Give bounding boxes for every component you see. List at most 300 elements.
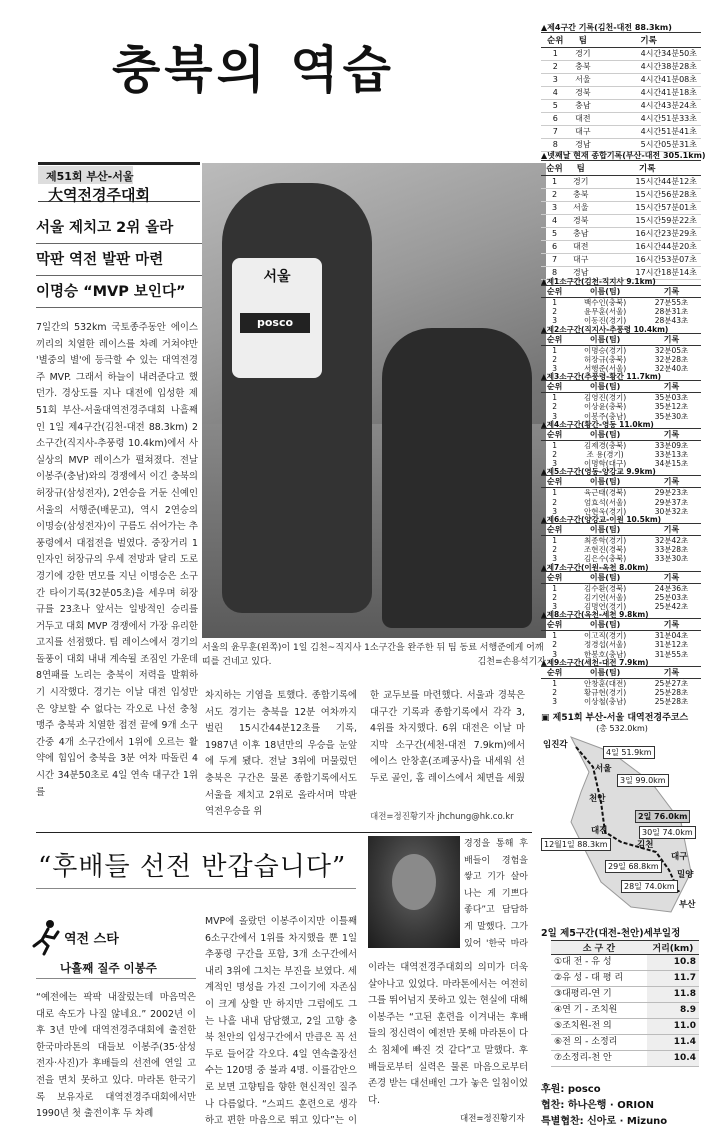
subsection-cell: 25분27초 [654, 678, 689, 688]
stage4-header [541, 33, 701, 48]
subsection-title: ▲제5소구간(영동-양강교 9.9km) [541, 467, 656, 477]
subsection-cell: 엄효석(서울) [584, 497, 627, 507]
special-label: 특별협찬: [541, 1116, 584, 1127]
subsection-cell: 24분36초 [654, 583, 689, 593]
schedule-distance: 11.0 [647, 1019, 699, 1035]
subsection-cell: 조현진(경북) [584, 545, 627, 555]
subsection-cell: 35분12초 [654, 402, 689, 412]
subsection-cell: 33분13초 [654, 450, 689, 459]
subsection-cell: 32분05초 [654, 345, 689, 355]
subsection-cell: 33분09초 [654, 440, 689, 450]
subsection-row [541, 440, 701, 450]
stage4-row [541, 74, 701, 87]
subsection-cell: 2 [552, 640, 557, 650]
subsection-header [541, 286, 701, 298]
stage4-cell: 4시간34분50초 [596, 48, 701, 61]
subsection-cell: 28분43초 [654, 316, 689, 326]
subhead-3: 이명승 “MVP 보인다” [36, 280, 206, 308]
stage4-table [541, 32, 701, 152]
subsection-header-cell: 기록 [642, 428, 701, 440]
schedule-segment: ④연 기 - 조치원 [551, 1003, 647, 1019]
runner-icon [28, 916, 68, 956]
subsection-cell: 2 [552, 688, 557, 697]
subsection-header-cell: 이름(팀) [568, 666, 642, 678]
subsection-row [541, 631, 701, 641]
leg-day3: 3일 99.0km [617, 774, 669, 787]
schedule-header-cell: 거리(km) [647, 941, 699, 955]
overall-cell: 경북 [568, 215, 593, 228]
event-line2: 大역전경주대회 [48, 186, 150, 204]
leg-dec1: 12월1일 88.3km [541, 838, 611, 851]
stage4-header-cell: 순위 [541, 33, 569, 48]
stage4-row [541, 87, 701, 100]
stage4-cell: 4시간51분33초 [596, 113, 701, 126]
event-line1: 제51회 부산-서울 [38, 166, 133, 184]
city-seoul: 서울 [595, 764, 612, 774]
schedule-segment: ②유 성 - 대 평 리 [551, 971, 647, 987]
subsection-table [541, 285, 701, 326]
schedule-row [551, 1003, 699, 1019]
overall-cell: 경기 [568, 176, 593, 189]
overall-cell: 2 [541, 189, 568, 202]
caption-credit: 김천=손용석기자 [477, 657, 546, 667]
subsection-title: ▲제1소구간(김천-직지사 9.1km) [541, 277, 656, 286]
stage4-cell: 4시간38분28초 [596, 61, 701, 74]
stage4-cell: 충남 [569, 100, 596, 113]
leg-day2: 2일 76.0km [635, 810, 690, 823]
city-daejeon: 대전 [591, 826, 608, 836]
subsection-row [541, 402, 701, 411]
subsection-cell: 1 [552, 488, 557, 498]
special-name: 신아로 · Mizuno [587, 1116, 668, 1127]
star-logo [28, 916, 188, 956]
stage4-cell: 충북 [569, 61, 596, 74]
schedule-row [551, 1051, 699, 1067]
leg-day30: 30일 74.0km [639, 826, 696, 839]
schedule-segment: ⑤조치원-전 의 [551, 1019, 647, 1035]
overall-table [541, 160, 701, 280]
overall-cell: 4 [541, 215, 568, 228]
subsection-cell: 31분04초 [654, 631, 689, 641]
subsection-header-cell: 기록 [642, 333, 701, 345]
schedule-distance: 10.8 [647, 955, 699, 971]
subsection-header [541, 428, 701, 440]
subsection-table [541, 475, 701, 516]
overall-cell: 15시간57분01초 [593, 202, 701, 215]
subsection-cell: 육근태(경북) [584, 488, 627, 498]
course-map [541, 710, 703, 920]
stage4-cell: 4시간41분08초 [596, 74, 701, 87]
subsection-table [541, 571, 701, 612]
subsection-header-cell: 순위 [541, 524, 568, 536]
star-col1: “예전에는 팍팍 내잘렀는데 마음먹은 대로 속도가 나질 않네요.” 2002년 이후 3년 만에 대역전경주대회에 출전한 한국마라톤의 대들보 이봉주(35·삼성전자·사진)가 후배들의 선전에 연일 고전을 면치 못하고 있다. 마라톤 한국기록 보유자로 대역전경주대회에서만 1990년 첫 출전이후 두 차례 [36, 992, 196, 1120]
subsection-cell: 33분30초 [654, 554, 689, 564]
section-divider [36, 832, 532, 833]
portrait-photo [368, 836, 460, 948]
subsection-header-cell: 기록 [642, 381, 701, 393]
subsection-header-cell: 기록 [642, 571, 701, 583]
subsection-table [541, 666, 701, 707]
city-daegu: 대구 [671, 852, 688, 862]
subsection-table [541, 523, 701, 564]
star-subtitle: 나흘째 질주 이봉주 [60, 961, 157, 975]
subsection-row [541, 583, 701, 593]
stage4-cell: 대전 [569, 113, 596, 126]
city-gimcheon: 김천 [637, 840, 654, 850]
stage4-row [541, 113, 701, 126]
subsection-row [541, 498, 701, 507]
subsection-cell: 28분31초 [654, 307, 689, 317]
subsection-cell: 이고직(경기) [584, 631, 627, 641]
subsection-cell: 김명연(경기) [584, 602, 627, 611]
subsection-header-cell: 순위 [541, 476, 568, 488]
stage4-cell: 4시간43분24초 [596, 100, 701, 113]
schedule-header [551, 941, 699, 955]
subsection-header [541, 524, 701, 536]
subsection-cell: 32분28초 [654, 354, 689, 364]
subsection-cell: 황규현(경기) [584, 688, 627, 697]
schedule-segment: ①대 전 - 유 성 [551, 955, 647, 971]
leg-day28: 28일 74.0km [621, 880, 678, 893]
subsection-cell: 3 [552, 506, 557, 516]
subsection-cell: 1 [552, 393, 557, 403]
subsection-table [541, 333, 701, 374]
subsection-cell: 35분03초 [654, 393, 689, 403]
subsection-cell: 3 [552, 459, 557, 469]
overall-cell: 7 [541, 254, 568, 267]
stage4-row [541, 48, 701, 61]
overall-cell: 서울 [568, 202, 593, 215]
schedule-distance: 11.4 [647, 1035, 699, 1051]
subsection-cell: 이상철(충남) [584, 697, 627, 707]
map-title: ▣ 제51회 부산-서울 대역전경주코스 [541, 713, 689, 723]
subsection-cell: 3 [552, 649, 557, 659]
host-label: 후원: [541, 1084, 565, 1095]
subsection-cell: 1 [552, 440, 557, 450]
schedule-row [551, 971, 699, 987]
subsection-row [541, 593, 701, 602]
portrait-face [392, 854, 436, 910]
subsection-header-cell: 이름(팀) [568, 571, 642, 583]
city-cheonan: 천안 [589, 794, 606, 804]
table1-title: ▲제4구간 기록(김천-대전 88.3km) [541, 23, 672, 32]
subsection-cell: 정경섭(서울) [584, 640, 627, 650]
city-busan: 부산 [679, 900, 696, 910]
overall-row [541, 215, 701, 228]
subsection-row [541, 298, 701, 308]
overall-header [541, 161, 701, 176]
overall-cell: 6 [541, 241, 568, 254]
subsection-cell: 1 [552, 298, 557, 307]
subsection-cell: 윤무훈(서울) [584, 307, 627, 317]
subsection-cell: 1 [552, 678, 557, 688]
article-col1: 7일간의 532km 국토종주동안 에이스끼리의 치열한 레이스를 차례 거쳐야만 '별중의 별'에 등극할 수 있는 대역전경주 MVP. 그래서 하늘이 내려준다고 했던가. 경상도를 지나 대전에 입성한 제51회 부산-서울대역전경주대회 나흘째인 1일 제4구간(김천-대전 88.3km) 2소구간(직지사-추풍령 10.4km)에서 사실상의 MVP 레이스가 펼쳐졌다. 전날 이봉주(충남)와의 경쟁에서 이긴 충북의 허장규(삼성전자), 2연승을 거둔 신예인 서울의 서행준(배문고), 역시 2연승의 이명승(삼성전자)이 구름도 쉬어가는 추풍령에서 대접전을 벌였다. 중장거리 1인자인 허장규의 우세 전망과 달리 도로경기에 강한 면모를 지닌 이명승은 소구간 타이기록(32분05초)을 세우며 허장규를 23초나 앞서는 일방적인 승리를 거두고 대회 MVP 경쟁에서 가장 유리한 고지를 선점했다. 팀 레이스에서 경기의 돌풍이 대회 내내 계속될 조짐인 가운데 8연패를 노리는 충북이 저력을 발휘하기 시작했다. 경기는 이날 대전 입성만은 양보할 수 없다는 각오로 나선 충청맹주 충북과 치열한 접전 끝에 9개 소구간중 4개 소구간에서 1위에 오르는 활약에 힘입어 충북을 3분 여차 따돌린 4시간 34분50초로 4일 연속 대구간 1위를 [36, 322, 198, 798]
subsection-cell: 김영진(경기) [584, 393, 627, 403]
subsection-row [541, 536, 701, 546]
star-col2: MVP에 올랐던 이봉주이지만 이틀째 6소구간에서 1위를 차지했을 뿐 1일 추풍령 구간을 포함, 3개 소구간에서 내리 3위에 그치는 부진을 보였다. 세계적인 명성을 가진 그이기에 자존심이 크게 상할 만 하지만 그럼에도 그는 나흘 내내 담담했고, 2일 고향 충북 천안의 입성구간에서 만큼은 꼭 선두로 들어갈 각오다. 4일 연속출장선수는 120명 중 불과 4명. 이를감안으로 보면 고향팀을 향한 현신적인 질주나 다름없다. “스피드 훈련으로 생각하고 편한 마음으로 뛰고 있다”는 이 [205, 916, 357, 1126]
subsection-cell: 2 [552, 545, 557, 555]
subsection-cell: 안현욱(경기) [584, 506, 627, 516]
sponsor-special [541, 1112, 667, 1127]
schedule-table [551, 940, 699, 1067]
subsection-title: ▲제7소구간(이원-옥천 8.0km) [541, 562, 649, 572]
overall-cell: 15시간56분28초 [593, 189, 701, 202]
subsection-header-cell: 순위 [541, 571, 568, 583]
subsection-cell: 33분28초 [654, 545, 689, 555]
subsection-cell: 이명학(대구) [584, 459, 627, 469]
schedule-segment: ⑥전 의 - 소정리 [551, 1035, 647, 1051]
overall-cell: 1 [541, 176, 568, 189]
overall-row [541, 176, 701, 189]
subsection-row [541, 488, 701, 498]
subsection-header [541, 666, 701, 678]
subsection-cell: 3 [552, 554, 557, 564]
subsection-cell: 허장규(충북) [584, 354, 627, 364]
subsection-cell: 25분03초 [654, 592, 689, 602]
subsection-header-cell: 순위 [541, 666, 568, 678]
subsection-table [541, 428, 701, 469]
overall-header-cell: 기록 [593, 161, 701, 176]
subsection-cell: 한봉호(충남) [584, 649, 627, 659]
schedule-segment: ⑦소정리-천 안 [551, 1051, 647, 1067]
subsection-cell: 1 [552, 345, 557, 355]
stage4-cell: 8 [541, 139, 569, 152]
event-banner [38, 162, 200, 202]
subsection-header [541, 619, 701, 631]
schedule-distance: 10.4 [647, 1051, 699, 1067]
overall-cell: 17시간18분14초 [593, 267, 701, 280]
subhead-1: 서울 제치고 2위 올라 [36, 216, 206, 244]
overall-cell: 15시간44분12초 [593, 176, 701, 189]
subsection-cell: 이상윤(충북) [584, 402, 627, 412]
schedule-header-cell: 소 구 간 [551, 941, 647, 955]
subsection-header-cell: 이름(팀) [568, 381, 642, 393]
stage4-cell: 5 [541, 100, 569, 113]
overall-cell: 16시간53분07초 [593, 254, 701, 267]
stage4-row [541, 61, 701, 74]
subsection-row [541, 450, 701, 459]
subsection-cell: 30분32초 [654, 506, 689, 516]
subsection-header-cell: 순위 [541, 428, 568, 440]
overall-cell: 경남 [568, 267, 593, 280]
co-name: 하나은행 · ORION [567, 1100, 655, 1111]
subsection-cell: 2 [552, 592, 557, 602]
subsection-header-cell: 기록 [642, 476, 701, 488]
subsection-header-cell: 이름(팀) [568, 619, 642, 631]
subsection-cell: 3 [552, 411, 557, 421]
schedule-row [551, 955, 699, 971]
subsection-cell: 27분55초 [654, 298, 689, 307]
subsection-title: ▲제6소구간(양강교-이원 10.5km) [541, 515, 662, 524]
singlet-text: 서울 [263, 269, 291, 285]
subsection-header-cell: 순위 [541, 619, 568, 631]
subsection-header [541, 476, 701, 488]
race-photo [202, 163, 546, 638]
overall-row [541, 202, 701, 215]
subsection-cell: 2 [552, 307, 557, 317]
subsection-cell: 3 [552, 602, 557, 611]
city-miryang: 밀양 [677, 870, 694, 880]
overall-row [541, 254, 701, 267]
subsection-header [541, 571, 701, 583]
schedule-row [551, 987, 699, 1003]
subsection-row [541, 355, 701, 364]
subsection-cell: 2 [552, 450, 557, 459]
stage4-cell: 7 [541, 126, 569, 139]
subsection-cell: 3 [552, 364, 557, 373]
subsection-row [541, 393, 701, 403]
subsection-table [541, 618, 701, 659]
subsection-title: ▲제2소구간(직지사-추풍령 10.4km) [541, 324, 669, 334]
runner-bib: posco [240, 313, 310, 333]
subsection-cell: 2 [552, 402, 557, 412]
stage4-header-cell: 기록 [596, 33, 701, 48]
subsection-cell: 31분12초 [654, 640, 689, 650]
schedule-title: 2일 제5구간(대전-천안)세부일정 [541, 928, 681, 939]
caption-text: 서울의 윤무훈(왼쪽)이 1일 김천~직지사 1소구간을 완주한 뒤 팀 동료 서행준에게 어깨띠를 건네고 있다. [202, 643, 544, 667]
subsection-header-cell: 이름(팀) [568, 524, 642, 536]
overall-cell: 대전 [568, 241, 593, 254]
subsection-cell: 안창훈(대전) [584, 678, 627, 688]
leg-day29: 29일 68.8km [605, 860, 662, 873]
byline: 대전=정진황기자 jhchung@hk.co.kr [370, 812, 514, 822]
stage4-cell: 5시간05분31초 [596, 139, 701, 152]
subsection-cell: 35분30초 [654, 411, 689, 421]
subsection-header-cell: 순위 [541, 286, 568, 298]
sponsor-co [541, 1096, 654, 1111]
subsection-row [541, 345, 701, 355]
star-col3b: 이라는 대역전경주대회의 의미가 더욱 살아나고 있었다. 마라톤에서는 여전히 그를 뛰어넘지 못하고 있는 현실에 대해 이봉주는 “고된 훈련을 이겨내는 후배들의 정신력이 예전만 못해 마라톤이 다소 침체에 빠진 것 같다”고 말했다. 후배들로부터 실력은 물론 마음으로부터 존경 받는 대선배인 그가 놓은 일침이었다. [368, 962, 528, 1106]
subsection-cell: 서행준(서울) [584, 364, 627, 373]
stage4-cell: 4시간51분41초 [596, 126, 701, 139]
subsection-cell: 25분28초 [654, 688, 689, 697]
overall-cell: 15시간59분22초 [593, 215, 701, 228]
overall-cell: 대구 [568, 254, 593, 267]
overall-cell: 5 [541, 228, 568, 241]
runner-left [222, 183, 372, 613]
quote-underline [36, 888, 356, 889]
subsection-header-cell: 이름(팀) [568, 286, 642, 298]
star-label: 역전 스타 [64, 932, 119, 947]
schedule-distance: 8.9 [647, 1003, 699, 1019]
subsection-title: ▲제3소구간(추풍령-황간 11.7km) [541, 372, 662, 382]
star-col3a: 경정을 통해 후배들이 경험을 쌓고 기가 살아나는 게 기쁘다 좋다”고 담담하게 말했다. 그가 있어 '한국 마라 [464, 839, 528, 949]
byline-2: 대전=정진황기자 [460, 1114, 525, 1124]
subsection-cell: 32분40초 [654, 364, 689, 373]
stage4-cell: 1 [541, 48, 569, 61]
stage4-cell: 서울 [569, 74, 596, 87]
subsection-header-cell: 기록 [642, 286, 701, 298]
subsection-cell: 29분23초 [654, 488, 689, 498]
overall-row [541, 241, 701, 254]
subsection-header-cell: 이름(팀) [568, 428, 642, 440]
stage4-cell: 3 [541, 74, 569, 87]
subsection-title: ▲제9소구간(세천-대전 7.9km) [541, 657, 649, 667]
overall-cell: 8 [541, 267, 568, 280]
stage4-cell: 경남 [569, 139, 596, 152]
subsection-header-cell: 순위 [541, 333, 568, 345]
subsection-cell: 김제경(충북) [584, 440, 627, 450]
subsection-cell: 김수환(경북) [584, 583, 627, 593]
schedule-distance: 11.8 [647, 987, 699, 1003]
stage4-cell: 경북 [569, 87, 596, 100]
subsection-cell: 조 용(경기) [586, 450, 624, 459]
subsection-cell: 25분42초 [654, 602, 689, 611]
overall-cell: 3 [541, 202, 568, 215]
subsection-row [541, 697, 701, 706]
schedule-row [551, 1035, 699, 1051]
subsection-cell: 백수인(충북) [584, 298, 627, 307]
overall-cell: 충남 [568, 228, 593, 241]
subsection-header-cell: 이름(팀) [568, 476, 642, 488]
subsection-cell: 김기연(서울) [584, 592, 627, 602]
stage4-cell: 4시간41분18초 [596, 87, 701, 100]
headline: 충북의 역습 [112, 41, 395, 99]
article-col2: 차지하는 기염을 토했다. 종합기록에서도 경기는 충북을 12분 여차까지 벌린 15시간44분12초를 기록, 1987년 이후 18년만의 우승을 눈앞에 두게 됐다. 전날 3위에 머물렀던 충북은 구간은 물론 종합기록에서도 서울을 제치고 2위로 올라서며 막판 역전우승을 위 [205, 690, 357, 818]
overall-row [541, 228, 701, 241]
overall-row [541, 189, 701, 202]
co-label: 협찬: [541, 1100, 565, 1111]
subsection-header-cell: 이름(팀) [568, 333, 642, 345]
stage4-row [541, 100, 701, 113]
subsection-cell: 1 [552, 583, 557, 593]
overall-cell: 충북 [568, 189, 593, 202]
subsection-header-cell: 기록 [642, 666, 701, 678]
subsection-header [541, 381, 701, 393]
stage4-header-cell: 팀 [569, 33, 596, 48]
subsection-cell: 31분55초 [654, 649, 689, 659]
subsection-title: ▲제8소구간(옥천-세천 9.8km) [541, 610, 649, 620]
subsection-cell: 29분37초 [654, 497, 689, 507]
subsection-cell: 1 [552, 536, 557, 545]
stage4-cell: 2 [541, 61, 569, 74]
subsection-cell: 최종학(경기) [584, 536, 627, 545]
stage4-cell: 대구 [569, 126, 596, 139]
sponsor-host [541, 1080, 601, 1095]
subsection-header-cell: 기록 [642, 619, 701, 631]
table2-title: ▲넷째날 현재 종합기록(부산-대전 305.1km) [541, 151, 706, 160]
subsection-header-cell: 기록 [642, 524, 701, 536]
stage4-cell: 6 [541, 113, 569, 126]
subsection-cell: 2 [552, 497, 557, 507]
schedule-row [551, 1019, 699, 1035]
subsection-table [541, 380, 701, 421]
subsection-cell: 1 [552, 631, 557, 641]
subsection-header [541, 333, 701, 345]
subhead-2: 막판 역전 발판 마련 [36, 248, 206, 276]
stage4-cell: 4 [541, 87, 569, 100]
overall-header-cell: 팀 [568, 161, 593, 176]
subsection-cell: 3 [552, 316, 557, 326]
host-name: posco [567, 1084, 601, 1095]
subsection-row [541, 688, 701, 697]
photo-caption [202, 641, 546, 669]
subsection-header-cell: 순위 [541, 381, 568, 393]
stage4-row [541, 126, 701, 139]
overall-cell: 16시간23분29초 [593, 228, 701, 241]
map-total: (총 532.0km) [596, 724, 648, 733]
overall-cell: 16시간44분20초 [593, 241, 701, 254]
schedule-segment: ③대평리-연 기 [551, 987, 647, 1003]
subsection-cell: 이봉주(충남) [584, 411, 627, 421]
subsection-cell: 2 [552, 354, 557, 364]
city-imjingak: 임진각 [543, 740, 568, 750]
stage4-cell: 경기 [569, 48, 596, 61]
schedule-distance: 11.7 [647, 971, 699, 987]
subsection-cell: 3 [552, 697, 557, 707]
article-col3: 한 교두보를 마련했다. 서울과 경북은 대구간 기록과 종합기록에서 각각 3, 4위를 차지했다. 6위 대전은 이날 마지막 소구간(세천-대전 7.9km)에서 에이스 안창훈(조폐공사)을 내세워 선두로 골인, 홈 레이스에서 체면을 세웠 [370, 690, 525, 784]
subsection-cell: 32분42초 [654, 536, 689, 545]
